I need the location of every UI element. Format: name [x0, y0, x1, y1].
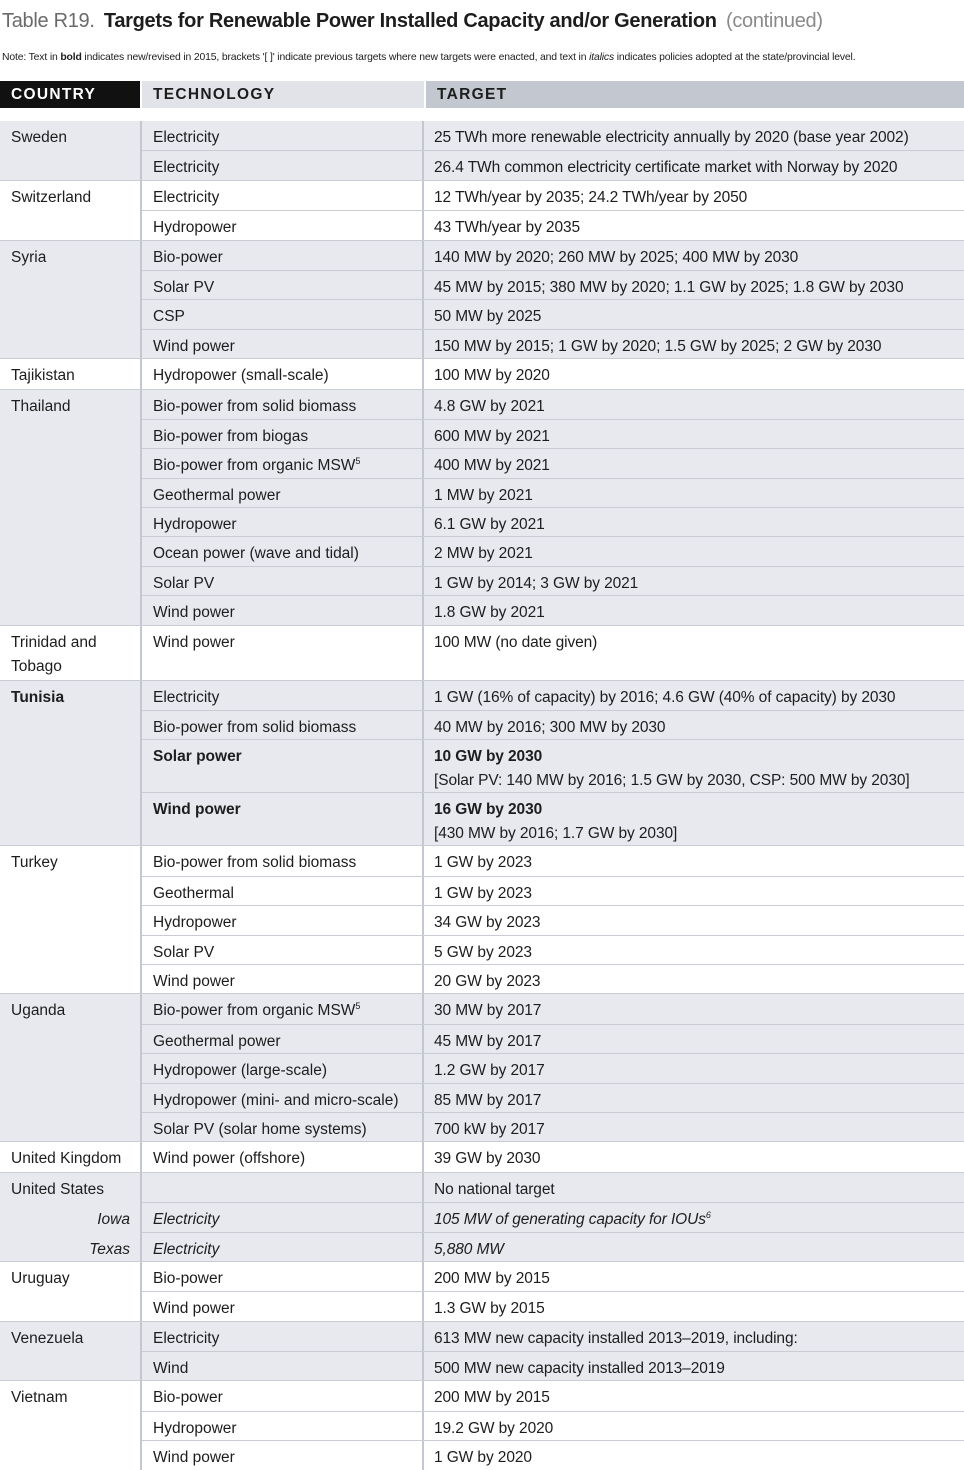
state-label: Iowa	[97, 1211, 130, 1229]
table-row	[97, 1202, 964, 1231]
target-cell	[424, 390, 964, 419]
target-cell	[424, 681, 964, 710]
target-cell	[424, 626, 964, 680]
target-text: 140 MW by 2020; 260 MW by 2025; 400 MW by 2030	[434, 248, 799, 266]
country-group	[0, 1141, 964, 1171]
technology-cell	[142, 1412, 424, 1440]
table-row	[142, 792, 964, 845]
technology-cell	[142, 626, 424, 680]
country-name: Vietnam	[11, 1389, 68, 1407]
country-name: Sweden	[11, 129, 68, 146]
target-cell	[424, 300, 964, 328]
table-row	[142, 150, 964, 179]
technology-text: Solar PV	[153, 574, 215, 592]
table-number: Table R19.	[2, 10, 95, 32]
technology-text: Bio-power	[153, 248, 223, 266]
target-text: 100 MW (no date given)	[434, 633, 598, 651]
technology-cell	[142, 681, 424, 710]
technology-cell	[142, 271, 424, 299]
target-text: 150 MW by 2015; 1 GW by 2020; 1.5 GW by 2025; 2 GW by 2030	[434, 337, 882, 355]
technology-text: Wind power	[153, 972, 235, 990]
technology-cell	[142, 1025, 424, 1053]
table-row	[142, 566, 964, 595]
technology-cell	[142, 241, 424, 270]
target-text: No national target	[434, 1180, 555, 1198]
country-cell	[0, 1142, 140, 1171]
technology-cell	[142, 1142, 424, 1171]
target-cell	[424, 330, 964, 358]
technology-cell	[142, 567, 424, 595]
country-group	[0, 680, 964, 846]
target-cell	[424, 537, 964, 565]
country-name: Syria	[11, 248, 47, 266]
target-text: 1 MW by 2021	[434, 486, 533, 504]
note-bold-word: bold	[60, 52, 82, 63]
table-row	[142, 1291, 964, 1320]
target-cell	[424, 793, 964, 845]
technology-text: Hydropower (small-scale)	[153, 367, 329, 385]
target-text: 1 GW by 2014; 3 GW by 2021	[434, 574, 639, 592]
technology-cell	[142, 1292, 424, 1320]
technology-text: Electricity	[153, 129, 220, 146]
target-text: 2 MW by 2021	[434, 545, 533, 563]
technology-text: Electricity	[153, 1211, 220, 1229]
table-row	[142, 1440, 964, 1469]
country-group	[0, 993, 964, 1141]
note-italic-word: italics	[589, 52, 615, 63]
target-text: 5 GW by 2023	[434, 943, 532, 961]
target-text: 1 GW by 2023	[434, 854, 532, 872]
table-row	[142, 739, 964, 792]
technology-text: Bio-power from organic MSW	[153, 457, 356, 475]
technology-text: Hydropower	[153, 219, 237, 237]
table-row	[142, 121, 964, 150]
country-name: Trinidad and Tobago	[11, 633, 97, 675]
technology-text: Hydropower	[153, 516, 237, 534]
note-text-1: Note: Text in	[2, 52, 61, 63]
technology-cell	[142, 936, 424, 964]
target-cell	[424, 1262, 964, 1291]
table-row	[142, 994, 964, 1023]
technology-text: Bio-power from solid biomass	[153, 719, 357, 737]
table-row	[142, 1262, 964, 1291]
table-row	[142, 1351, 964, 1380]
table-row	[142, 419, 964, 448]
technology-cell	[142, 793, 424, 845]
target-text: 30 MW by 2017	[434, 1002, 542, 1020]
footnote-marker: 5	[355, 456, 361, 467]
table-row	[142, 241, 964, 270]
table-row	[142, 710, 964, 739]
country-cell	[0, 181, 140, 240]
target-cell	[424, 1292, 964, 1320]
country-cell	[0, 626, 140, 680]
target-cell	[424, 567, 964, 595]
target-text: 1 GW by 2023	[434, 884, 532, 902]
target-text: 100 MW by 2020	[434, 367, 550, 385]
technology-text: Wind power (offshore)	[153, 1150, 306, 1168]
country-cell	[0, 359, 140, 388]
country-group	[0, 1172, 964, 1261]
technology-cell	[142, 1203, 424, 1231]
technology-cell	[142, 420, 424, 448]
target-cell	[424, 151, 964, 179]
country-name: Venezuela	[11, 1329, 84, 1347]
technology-text: Wind power	[153, 801, 241, 819]
technology-cell	[142, 1381, 424, 1410]
target-cell	[424, 994, 964, 1023]
table-row	[142, 1173, 964, 1202]
table-row	[142, 595, 964, 624]
technology-cell	[142, 121, 424, 150]
table-note	[2, 50, 855, 66]
technology-cell	[142, 300, 424, 328]
technology-text: Electricity	[153, 688, 220, 706]
country-name: Thailand	[11, 397, 71, 415]
target-text: 40 MW by 2016; 300 MW by 2030	[434, 719, 666, 737]
target-text: 1 GW (16% of capacity) by 2016; 4.6 GW (40% of capacity) by 2030	[434, 688, 896, 706]
header-country: COUNTRY	[0, 81, 140, 108]
state-label: Texas	[89, 1240, 130, 1258]
country-group	[0, 358, 964, 388]
target-cell	[424, 1322, 964, 1351]
table-title-continued: (continued)	[725, 10, 823, 32]
table-row	[142, 1381, 964, 1410]
technology-text: Wind power	[153, 1300, 235, 1318]
target-text: 1.2 GW by 2017	[434, 1062, 545, 1080]
target-text: 34 GW by 2023	[434, 914, 541, 932]
technology-cell	[142, 846, 424, 875]
country-cell	[0, 121, 140, 180]
table-row	[142, 1411, 964, 1440]
technology-cell	[142, 1322, 424, 1351]
country-cell	[0, 846, 140, 993]
table-row	[142, 299, 964, 328]
target-text: 1.3 GW by 2015	[434, 1300, 545, 1318]
header-target: TARGET	[426, 81, 964, 108]
target-cell	[424, 1381, 964, 1410]
technology-text: Wind power	[153, 1449, 235, 1467]
country-group	[0, 1261, 964, 1321]
technology-text: Geothermal power	[153, 1032, 281, 1050]
technology-text: Electricity	[153, 1240, 220, 1258]
technology-text: Ocean power (wave and tidal)	[153, 545, 359, 563]
table-header	[0, 81, 964, 108]
target-cell	[424, 877, 964, 905]
table-row	[142, 1024, 964, 1053]
table-row	[142, 681, 964, 710]
technology-text: Bio-power	[153, 1269, 223, 1287]
table-row	[142, 626, 964, 680]
table-row	[142, 935, 964, 964]
table-row	[142, 359, 964, 388]
technology-text: Bio-power from organic MSW	[153, 1002, 356, 1020]
technology-text: Hydropower (large-scale)	[153, 1062, 328, 1080]
table-row	[142, 536, 964, 565]
technology-cell	[142, 994, 424, 1023]
country-name: Tajikistan	[11, 367, 75, 385]
technology-cell	[142, 479, 424, 507]
target-text: 105 MW of generating capacity for IOUs$^6$	[434, 1209, 711, 1229]
target-text: 5,880 MW	[434, 1240, 504, 1258]
target-cell	[424, 1084, 964, 1112]
country-cell	[0, 994, 140, 1141]
target-text: 200 MW by 2015	[434, 1269, 550, 1287]
table-row	[142, 390, 964, 419]
table-title	[2, 6, 823, 36]
previous-target-text: [430 MW by 2016; 1.7 GW by 2030]	[434, 825, 678, 843]
table-row	[142, 270, 964, 299]
technology-cell	[142, 596, 424, 624]
target-cell	[424, 936, 964, 964]
target-cell	[424, 1412, 964, 1440]
technology-text: Wind power	[153, 604, 235, 622]
technology-cell	[142, 181, 424, 210]
target-cell	[424, 1233, 964, 1261]
technology-text: Solar power	[153, 748, 242, 766]
country-name: Tunisia	[11, 688, 65, 706]
target-text: 10 GW by 2030	[434, 748, 543, 766]
table-row	[142, 876, 964, 905]
country-group	[0, 180, 964, 240]
target-cell	[424, 1054, 964, 1082]
technology-text: Wind power	[153, 337, 235, 355]
target-text: 600 MW by 2021	[434, 427, 550, 445]
technology-cell	[142, 1262, 424, 1291]
technology-text: Bio-power from biogas	[153, 427, 309, 445]
target-cell	[424, 479, 964, 507]
target-cell	[424, 965, 964, 993]
technology-cell	[142, 965, 424, 993]
target-cell	[424, 740, 964, 792]
target-text: 1 GW by 2020	[434, 1449, 532, 1467]
country-name: Uruguay	[11, 1269, 70, 1287]
country-group	[0, 1321, 964, 1381]
target-cell	[424, 1352, 964, 1380]
target-text: 45 MW by 2015; 380 MW by 2020; 1.1 GW by 2025; 1.8 GW by 2030	[434, 278, 904, 296]
technology-cell	[142, 1441, 424, 1469]
table-row	[142, 1053, 964, 1082]
technology-cell	[142, 1113, 424, 1141]
note-text-3: indicates policies adopted at the state/provincial level.	[614, 52, 856, 63]
target-text: 19.2 GW by 2020	[434, 1419, 554, 1437]
technology-cell	[142, 1173, 424, 1202]
technology-cell	[142, 1352, 424, 1380]
table-row	[142, 478, 964, 507]
target-cell	[424, 846, 964, 875]
table-title-main: Targets for Renewable Power Installed Capacity and/or Generation	[103, 10, 717, 32]
target-cell	[424, 359, 964, 388]
target-cell	[424, 420, 964, 448]
country-cell	[0, 681, 140, 846]
table-row	[142, 507, 964, 536]
target-text: 400 MW by 2021	[434, 457, 550, 475]
table-row	[142, 1112, 964, 1141]
country-cell	[0, 1381, 140, 1469]
technology-text: Hydropower	[153, 1419, 237, 1437]
technology-text: Wind	[153, 1360, 189, 1378]
technology-text: Bio-power from solid biomass	[153, 397, 357, 415]
header-technology: TECHNOLOGY	[142, 81, 424, 108]
target-text: 700 kW by 2017	[434, 1120, 545, 1138]
targets-table	[0, 121, 964, 1470]
technology-text: Geothermal power	[153, 486, 281, 504]
table-row	[142, 964, 964, 993]
technology-text: Hydropower (mini- and micro-scale)	[153, 1091, 399, 1109]
country-name: Switzerland	[11, 188, 92, 206]
table-row	[142, 329, 964, 358]
target-text: 1.8 GW by 2021	[434, 604, 545, 622]
target-cell	[424, 508, 964, 536]
footnote-marker: 6	[705, 1209, 711, 1220]
technology-text: Electricity	[153, 188, 220, 206]
target-cell	[424, 211, 964, 239]
table-row	[142, 181, 964, 210]
technology-text: Bio-power from solid biomass	[153, 854, 357, 872]
technology-cell	[142, 390, 424, 419]
technology-text: Bio-power	[153, 1389, 223, 1407]
technology-text: Hydropower	[153, 914, 237, 932]
target-cell	[424, 711, 964, 739]
technology-text: Solar PV (solar home systems)	[153, 1120, 367, 1138]
table-row	[89, 1232, 964, 1261]
technology-text: Geothermal	[153, 884, 234, 902]
target-text: 4.8 GW by 2021	[434, 397, 545, 415]
target-text: 26.4 TWh common electricity certificate market with Norway by 2020	[434, 159, 898, 177]
country-name: United Kingdom	[11, 1150, 122, 1168]
target-text: 12 TWh/year by 2035; 24.2 TWh/year by 2050	[434, 188, 748, 206]
technology-cell	[142, 359, 424, 388]
target-text: 85 MW by 2017	[434, 1091, 542, 1109]
country-group	[0, 121, 964, 180]
target-cell	[424, 1441, 964, 1469]
target-cell	[424, 1173, 964, 1202]
technology-cell	[142, 508, 424, 536]
technology-text: Electricity	[153, 1329, 220, 1347]
technology-text: Solar PV	[153, 943, 215, 961]
technology-cell	[142, 1233, 424, 1261]
target-text: 500 MW new capacity installed 2013–2019	[434, 1360, 725, 1378]
country-group	[0, 845, 964, 993]
country-name: United States	[11, 1180, 105, 1198]
table-row	[142, 210, 964, 239]
technology-cell	[142, 906, 424, 934]
target-text: 20 GW by 2023	[434, 972, 541, 990]
target-text: 16 GW by 2030	[434, 801, 543, 819]
country-cell	[0, 390, 140, 625]
target-cell	[424, 1025, 964, 1053]
country-group	[0, 240, 964, 359]
technology-cell	[142, 211, 424, 239]
target-cell	[424, 121, 964, 150]
table-row	[142, 1083, 964, 1112]
country-cell	[0, 1262, 140, 1321]
country-cell	[0, 241, 140, 359]
technology-cell	[142, 1084, 424, 1112]
table-row	[142, 905, 964, 934]
target-text: 6.1 GW by 2021	[434, 516, 545, 534]
target-text: 45 MW by 2017	[434, 1032, 542, 1050]
target-text: 50 MW by 2025	[434, 308, 542, 326]
target-cell	[424, 1203, 964, 1231]
table-row	[142, 448, 964, 477]
table-row	[142, 846, 964, 875]
table-row	[142, 1142, 964, 1171]
country-name: Turkey	[11, 854, 58, 872]
technology-cell	[142, 740, 424, 792]
country-cell	[0, 1322, 140, 1381]
target-text: 200 MW by 2015	[434, 1389, 550, 1407]
country-group	[0, 1380, 964, 1469]
target-text: 25 TWh more renewable electricity annually by 2020 (base year 2002)	[434, 129, 909, 146]
country-group	[0, 389, 964, 625]
technology-cell	[142, 877, 424, 905]
technology-cell	[142, 151, 424, 179]
previous-target-text: [Solar PV: 140 MW by 2016; 1.5 GW by 2030, CSP: 500 MW by 2030]	[434, 772, 910, 790]
target-cell	[424, 449, 964, 477]
target-cell	[424, 1113, 964, 1141]
target-cell	[424, 1142, 964, 1171]
technology-text: Electricity	[153, 159, 220, 177]
target-cell	[424, 241, 964, 270]
target-cell	[424, 181, 964, 210]
technology-cell	[142, 330, 424, 358]
target-text: 39 GW by 2030	[434, 1150, 541, 1168]
technology-text: Solar PV	[153, 278, 215, 296]
country-group	[0, 625, 964, 680]
table-row	[142, 1322, 964, 1351]
country-name: Uganda	[11, 1002, 66, 1020]
technology-cell	[142, 449, 424, 477]
technology-cell	[142, 711, 424, 739]
note-text-2: indicates new/revised in 2015, brackets '[ ]' indicate previous targets where new targets were enacted, and text in	[81, 52, 590, 63]
technology-cell	[142, 537, 424, 565]
footnote-marker: 5	[355, 1001, 361, 1012]
target-cell	[424, 906, 964, 934]
technology-cell	[142, 1054, 424, 1082]
technology-text: CSP	[153, 308, 185, 326]
target-cell	[424, 596, 964, 624]
technology-text: Wind power	[153, 633, 235, 651]
target-text: 43 TWh/year by 2035	[434, 219, 581, 237]
target-cell	[424, 271, 964, 299]
target-text: 613 MW new capacity installed 2013–2019, including:	[434, 1329, 798, 1347]
